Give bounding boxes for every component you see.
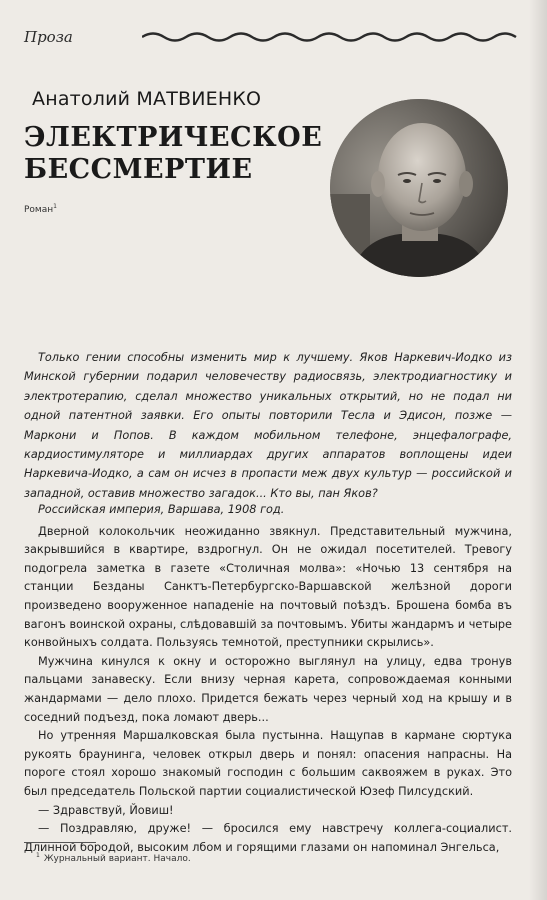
dialogue-line: — Здравствуй, Йовиш! xyxy=(38,803,174,817)
page-header xyxy=(24,26,524,56)
article-title xyxy=(24,122,324,186)
article-body xyxy=(24,501,512,857)
author-portrait-image xyxy=(330,99,508,277)
intro-paragraph: Только гении способны изменить мир к лучшему. Яков Наркевич-Иодко из Минской губернии подарил человечеству радиосвязь, электродиагностику и электротерапию, сделал множество уникальных открытий, но не подал ни одной патентной заявки. Его опыты повторили Тесла и Эдисон, позже — Маркони и Попов. В каждом мобильном телефоне, энцефалографе, кардиостимуляторе и миллиардах других аппаратов воплощены идеи Наркевича-Иодко, а сам он исчез в пропасти меж двух культур — российской и западной, оставив множество загадок... Кто вы, пан Яков? xyxy=(24,351,512,500)
place-date-line: Российская империя, Варшава, 1908 год. xyxy=(38,503,285,516)
body-paragraph: Но утренняя Маршалковская была пустынна. Нащупав в кармане сюртука рукоять браунинга, человек открыл дверь и понял: опасения напрасны. На пороге стоял хорошо знакомый господин с большим саквояжем в руках. Это был председатель Польской партии социалистической Юзеф Пилсудский. xyxy=(24,729,512,798)
author-photo xyxy=(330,99,508,277)
wave-ornament xyxy=(142,30,522,44)
section-label: Проза xyxy=(24,28,73,46)
body-paragraph: Мужчина кинулся к окну и осторожно выглянул на улицу, едва тронув пальцами занавеску. Если внизу черная карета, сопровождаемая конными жандармами — дело плохо. Придется бежать через черный ход на крышу и в соседний подъезд, пока ломают дверь... xyxy=(24,654,512,724)
body-paragraph: Дверной колокольчик неожиданно звякнул. Представительный мужчина, закрывшийся в квартире, вздрогнул. Он не ожидал посетителей. Тревогу подогрела заметка в газете «Столичная молва»: «Ночью 13 сентября на станции Безданы Санктъ-Петербургско-Варшавской желѣзной дороги произведено вооруженное нападеніе на почтовый поѣздъ. Брошена бомба въ вагонъ воинской охраны, слѣдовавшій за почтовымъ. Убиты жандармъ и четыре конвойныхъ солдата. Пользуясь темнотой, преступники скрылись». xyxy=(24,524,512,650)
genre-text: Роман xyxy=(24,205,54,215)
footnote-text: Журнальный вариант. Начало. xyxy=(43,854,191,864)
page-binding-shadow xyxy=(529,0,547,900)
dialogue-line: — Поздравляю, друже! — бросился ему навстречу коллега-социалист. Длинной бородой, высоким лбом и горящими глазами он напоминал Энгельса, xyxy=(24,822,512,854)
footnote xyxy=(36,852,191,864)
footnote-divider xyxy=(24,842,96,843)
title-line-1: ЭЛЕКТРИЧЕСКОЕ xyxy=(24,122,323,153)
footnote-mark: 1 xyxy=(36,852,40,859)
author-name: Анатолий МАТВИЕНКО xyxy=(32,88,262,110)
genre-footnote-mark: 1 xyxy=(53,203,57,210)
genre-label xyxy=(24,203,57,215)
title-line-2: БЕССМЕРТИЕ xyxy=(24,154,253,185)
